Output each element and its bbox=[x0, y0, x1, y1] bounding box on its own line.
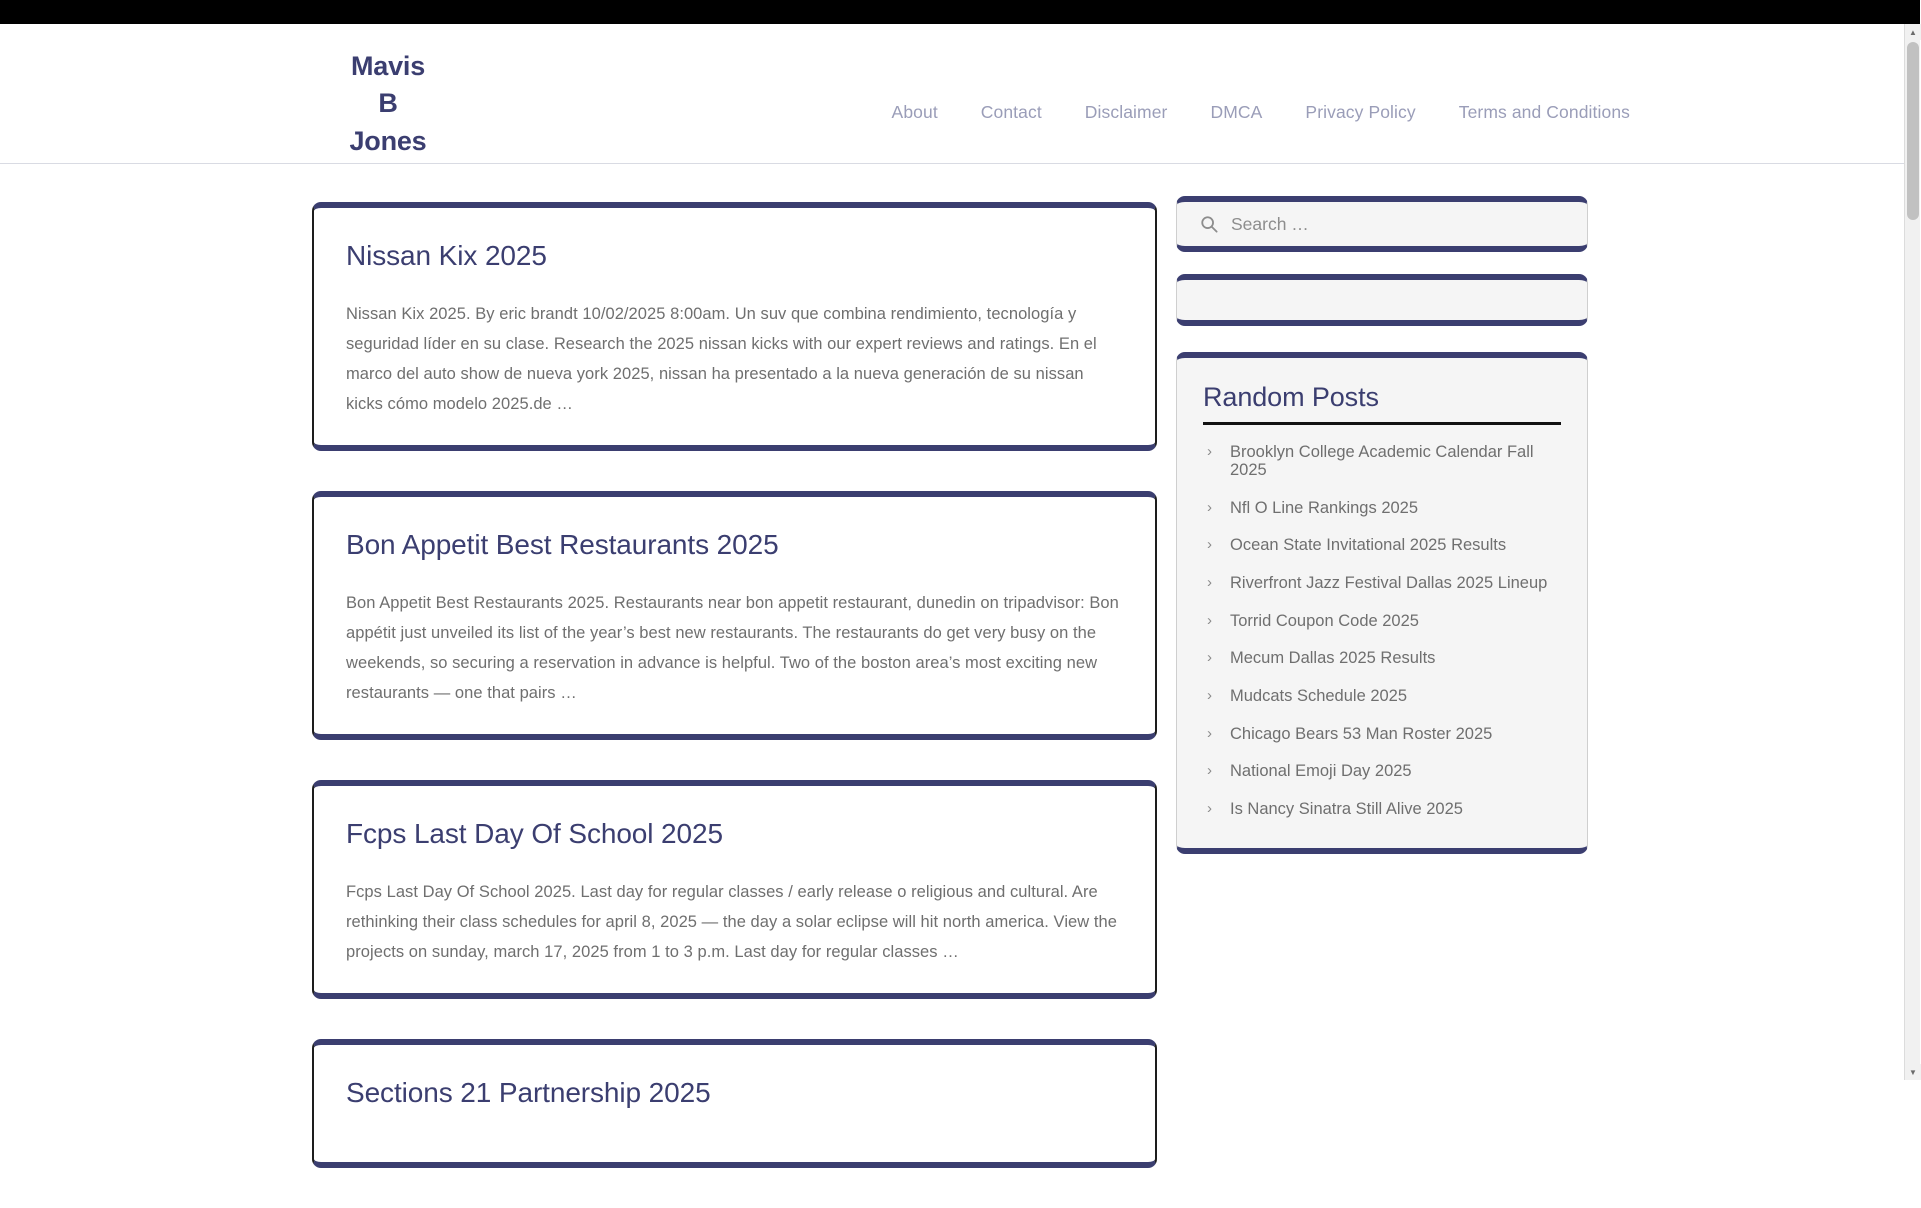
random-post-link[interactable]: Ocean State Invitational 2025 Results bbox=[1230, 536, 1507, 555]
search-input[interactable] bbox=[1177, 202, 1587, 246]
random-posts-widget bbox=[1176, 352, 1588, 854]
site-title[interactable] bbox=[300, 48, 476, 160]
list-item[interactable] bbox=[1203, 443, 1561, 479]
scroll-up-arrow-icon[interactable]: ▲ bbox=[1905, 24, 1921, 40]
scrollbar-thumb[interactable] bbox=[1907, 42, 1919, 220]
list-item[interactable] bbox=[1203, 762, 1561, 780]
chevron-right-icon: › bbox=[1207, 686, 1212, 704]
nav-item-about[interactable]: About bbox=[891, 102, 938, 122]
chevron-right-icon: › bbox=[1207, 649, 1212, 667]
post-title[interactable]: Sections 21 Partnership 2025 bbox=[346, 1077, 711, 1109]
post-excerpt: Fcps Last Day Of School 2025. Last day for regular classes / early release o religious and cultural. Are rethinking their class schedules for april 8, 2025 — the day a solar eclipse will hit north america. View the projects on sunday, march 17, 2025 from 1 to 3 p.m. Last day for regular classes … bbox=[346, 883, 1117, 962]
random-posts-list bbox=[1203, 443, 1561, 818]
random-post-link[interactable]: Mudcats Schedule 2025 bbox=[1230, 686, 1408, 705]
chevron-right-icon: › bbox=[1207, 574, 1212, 592]
random-post-link[interactable]: Is Nancy Sinatra Still Alive 2025 bbox=[1230, 799, 1463, 818]
secondary-widget[interactable] bbox=[1176, 274, 1588, 326]
post-list bbox=[312, 202, 1157, 1208]
chevron-right-icon: › bbox=[1207, 611, 1212, 629]
list-item[interactable] bbox=[1203, 499, 1561, 517]
post-excerpt: Bon Appetit Best Restaurants 2025. Restaurants near bon appetit restaurant, dunedin on tripadvisor: Bon appétit just unveiled its list of the year’s best new restaurants. The restaurants do get very busy on the weekends, so securing a reservation in advance is helpful. Two of the boston area’s most exciting new restaurants — one that pairs … bbox=[346, 594, 1119, 703]
chevron-right-icon: › bbox=[1207, 724, 1212, 742]
page-viewport bbox=[0, 24, 1904, 1109]
chevron-right-icon: › bbox=[1207, 799, 1212, 817]
sidebar bbox=[1176, 196, 1588, 854]
main-navigation bbox=[892, 102, 1630, 123]
site-title-line-3: Jones bbox=[349, 125, 427, 156]
list-item[interactable] bbox=[1203, 687, 1561, 705]
nav-item-terms-and-conditions[interactable]: Terms and Conditions bbox=[1458, 102, 1630, 122]
scroll-down-arrow-icon[interactable]: ▼ bbox=[1905, 1064, 1921, 1080]
site-header bbox=[0, 24, 1904, 164]
list-item[interactable] bbox=[1203, 612, 1561, 630]
post-title[interactable]: Fcps Last Day Of School 2025 bbox=[346, 818, 723, 850]
random-post-link[interactable]: Chicago Bears 53 Man Roster 2025 bbox=[1230, 724, 1493, 743]
chevron-right-icon: › bbox=[1207, 762, 1212, 780]
nav-item-dmca[interactable]: DMCA bbox=[1210, 102, 1263, 122]
list-item[interactable] bbox=[1203, 800, 1561, 818]
list-item[interactable] bbox=[1203, 649, 1561, 667]
chevron-right-icon: › bbox=[1207, 443, 1212, 460]
site-title-line-1: Mavis bbox=[350, 51, 426, 81]
post-card[interactable] bbox=[312, 202, 1157, 451]
nav-item-privacy-policy[interactable]: Privacy Policy bbox=[1305, 102, 1416, 122]
random-post-link[interactable]: Mecum Dallas 2025 Results bbox=[1230, 649, 1436, 668]
random-post-link[interactable]: Nfl O Line Rankings 2025 bbox=[1230, 498, 1419, 517]
post-card[interactable] bbox=[312, 1039, 1157, 1168]
list-item[interactable] bbox=[1203, 574, 1561, 592]
nav-item-contact[interactable]: Contact bbox=[980, 102, 1042, 122]
chevron-right-icon: › bbox=[1207, 536, 1212, 554]
list-item[interactable] bbox=[1203, 725, 1561, 743]
search-widget[interactable] bbox=[1176, 196, 1588, 252]
random-post-link[interactable]: Torrid Coupon Code 2025 bbox=[1230, 611, 1419, 630]
chevron-right-icon: › bbox=[1207, 498, 1212, 516]
site-title-line-2: B bbox=[378, 88, 398, 119]
post-title[interactable]: Bon Appetit Best Restaurants 2025 bbox=[346, 529, 779, 561]
random-post-link[interactable]: National Emoji Day 2025 bbox=[1230, 762, 1412, 781]
random-post-link[interactable]: Brooklyn College Academic Calendar Fall 2025 bbox=[1230, 443, 1534, 480]
vertical-scrollbar[interactable] bbox=[1904, 24, 1920, 1080]
post-excerpt: Nissan Kix 2025. By eric brandt 10/02/2025 8:00am. Un suv que combina rendimiento, tecnología y seguridad líder en su clase. Research the 2025 nissan kicks with our expert reviews and ratings. En el marco del auto show de nueva york 2025, nissan ha presentado a la nueva generación de su nissan kicks cómo modelo 2025.de … bbox=[346, 305, 1097, 414]
browser-top-bar bbox=[0, 0, 1920, 24]
random-posts-title: Random Posts bbox=[1203, 382, 1561, 425]
random-post-link[interactable]: Riverfront Jazz Festival Dallas 2025 Lineup bbox=[1230, 574, 1548, 593]
nav-item-disclaimer[interactable]: Disclaimer bbox=[1084, 102, 1168, 122]
post-title[interactable]: Nissan Kix 2025 bbox=[346, 240, 547, 271]
post-card[interactable] bbox=[312, 491, 1157, 740]
post-card[interactable] bbox=[312, 780, 1157, 999]
list-item[interactable] bbox=[1203, 536, 1561, 554]
